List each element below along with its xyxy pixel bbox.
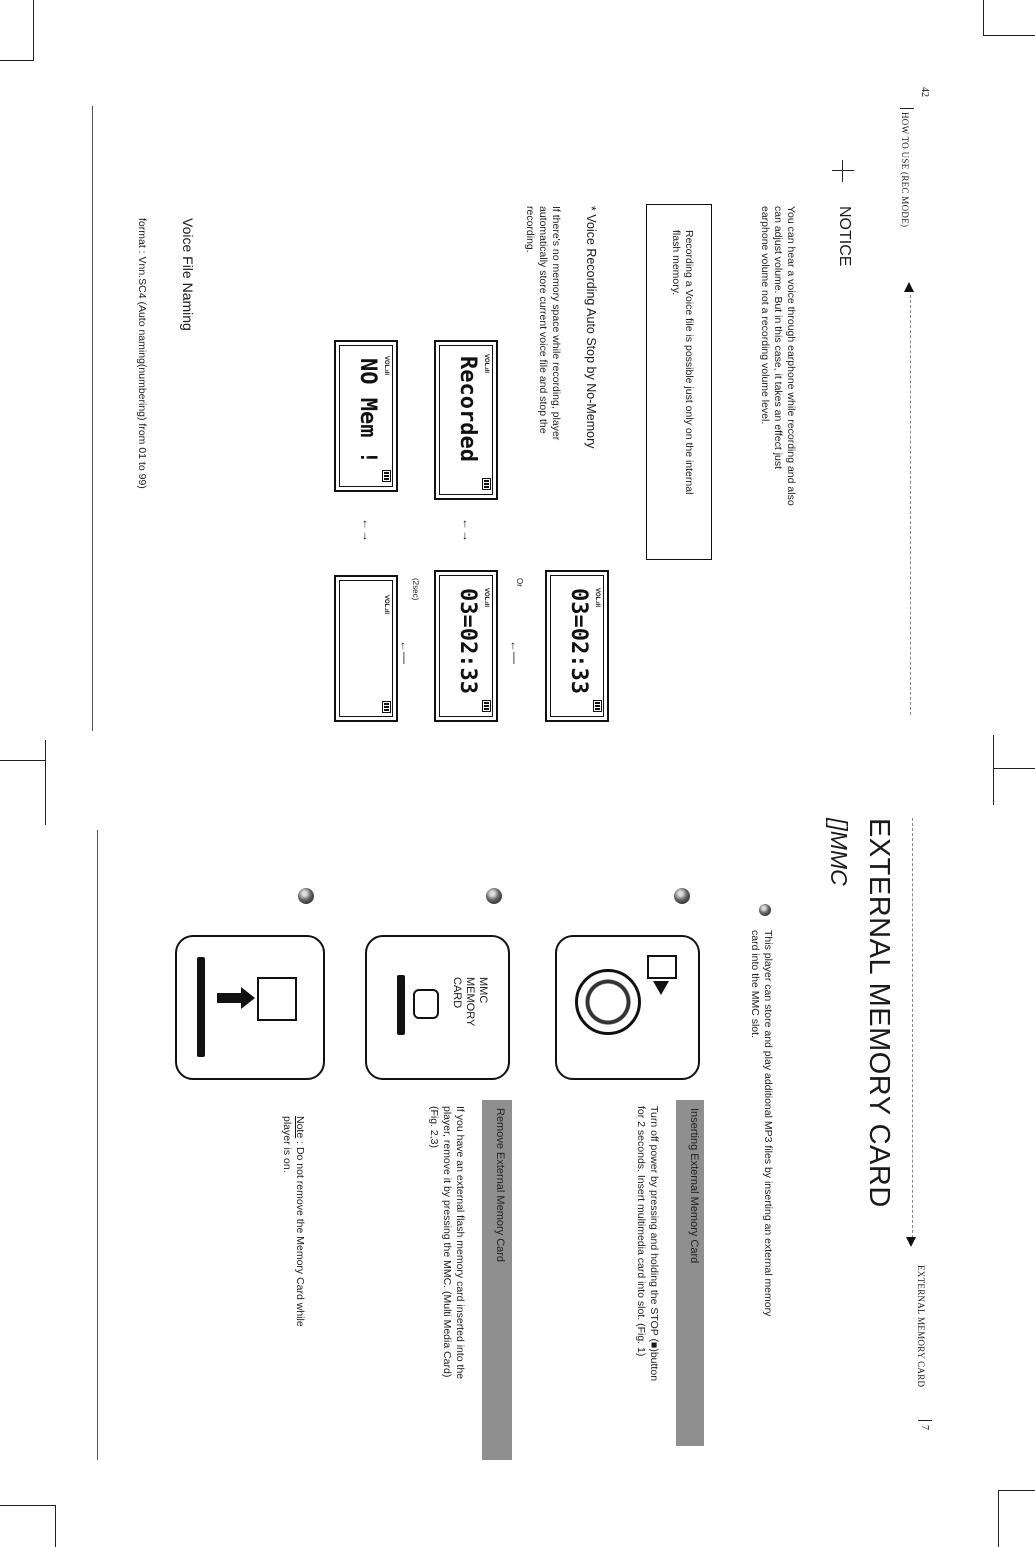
left-page-header: HOW TO USE (REC MODE) [900,112,910,228]
right-page-header: EXTERNAL MEMORY CARD [916,1265,926,1388]
right-page-number: 7 [919,1425,930,1430]
notice-title: NOTICE [836,206,853,267]
battery-icon [482,700,491,712]
lcd-time-1-text: 03=02:33 [566,588,591,694]
card-slot-icon [397,975,405,1035]
insert-heading: Inserting External Memory Card [688,1108,700,1264]
left-page-rule [92,106,93,731]
finger-press-icon [413,989,439,1019]
arrow-icon: ←— [398,640,412,664]
notice-text: You can hear a voice through earphone while recording and also can adjust volume. But in this case, it takes an effect just earphone volume not a recording volume level. [759,206,797,506]
remove-text: If you have an external flash memory card inserted into the player, remove it by pressing the MMC. (Multi Media Card) (Fig. 2,3) [428,1106,466,1380]
arrow-icon: ←— [508,640,522,664]
player-dial-icon [575,969,641,1035]
note [280,1116,306,1356]
bullet-icon [674,888,690,904]
page-number-bar [918,1420,932,1421]
mmc-memory-card-label: MMC MEMORY CARD [451,977,489,1027]
arrow-right-icon [217,993,243,1003]
arrow-head-icon [241,987,255,1009]
bullet-icon [759,904,771,916]
double-arrow-icon: ←→ [460,518,474,542]
insert-text: Turn off power by pressing and holding the STOP (■)button for 2 seconds. Insert multimedia card into slot. (Fig. 1) [635,1106,660,1382]
bullet-icon [486,888,502,904]
voice-naming-text: format : Vnn.SC4 (Auto naming(numbering) from 01 to 99) [136,218,148,489]
battery-icon [593,700,602,712]
lcd-time-2 [434,570,498,722]
left-page-number: 42 [919,87,930,97]
voice-naming-title: Voice File Naming [180,218,196,331]
lcd-blank [334,575,398,722]
memory-card-icon [647,955,677,979]
lcd-time-2-text: 03=02:33 [455,588,480,694]
or-label: Or [515,578,524,587]
battery-icon [482,478,491,490]
figure-1 [555,935,700,1080]
lcd-vol-label: VOL.ıll [383,595,389,615]
figure-3 [175,935,325,1080]
memory-card-icon [257,977,297,1021]
lcd-recorded-text: Recorded [455,356,480,462]
lcd-no-mem-text: NO Mem ! [355,358,380,464]
arrow-right-icon [906,1237,916,1247]
note-label: Note [294,1116,306,1139]
two-sec-label: (2sec) [411,578,420,601]
battery-icon [382,701,391,713]
bullet-icon [298,888,314,904]
lcd-vol-label: VOL.ıll [383,356,389,376]
lcd-vol-label: VOL.ıll [483,588,489,608]
intro-text: This player can store and play additional MP3 files by inserting an external memory card into the MMC slot. [749,930,774,1317]
page-number-bar [900,108,914,109]
double-arrow-icon: ←→ [360,518,374,542]
battery-icon [382,470,391,482]
arrow-left-icon [904,282,914,292]
lcd-time-1 [545,570,609,722]
card-slot-icon [197,957,205,1057]
auto-stop-text: If there's no memory space while recording, player automatically store current voice file and stop the recording. [524,206,562,441]
header-dotted-line-left [910,295,911,715]
lcd-no-mem [334,340,398,492]
figure-2 [365,935,510,1080]
plus-icon [832,160,854,182]
arrow-down-icon [653,981,669,995]
header-dotted-line-right [912,818,913,1238]
remove-heading: Remove External Memory Card [494,1108,506,1263]
lcd-vol-label: VOL.ıll [594,588,600,608]
auto-stop-title: * Voice Recording Auto Stop by No-Memory [584,206,598,449]
lcd-vol-label: VOL.ıll [483,354,489,374]
right-page-rule [97,830,98,1460]
right-page-title: EXTERNAL MEMORY CARD [863,818,895,1208]
notice-box-text: Recording a Voice file is possible just only on the internal flash memory. [670,230,695,495]
note-text: : Do not remove the Memory Card while player is on. [281,1116,306,1327]
right-page-subtitle: []MMC [826,818,852,886]
lcd-recorded [434,340,498,500]
